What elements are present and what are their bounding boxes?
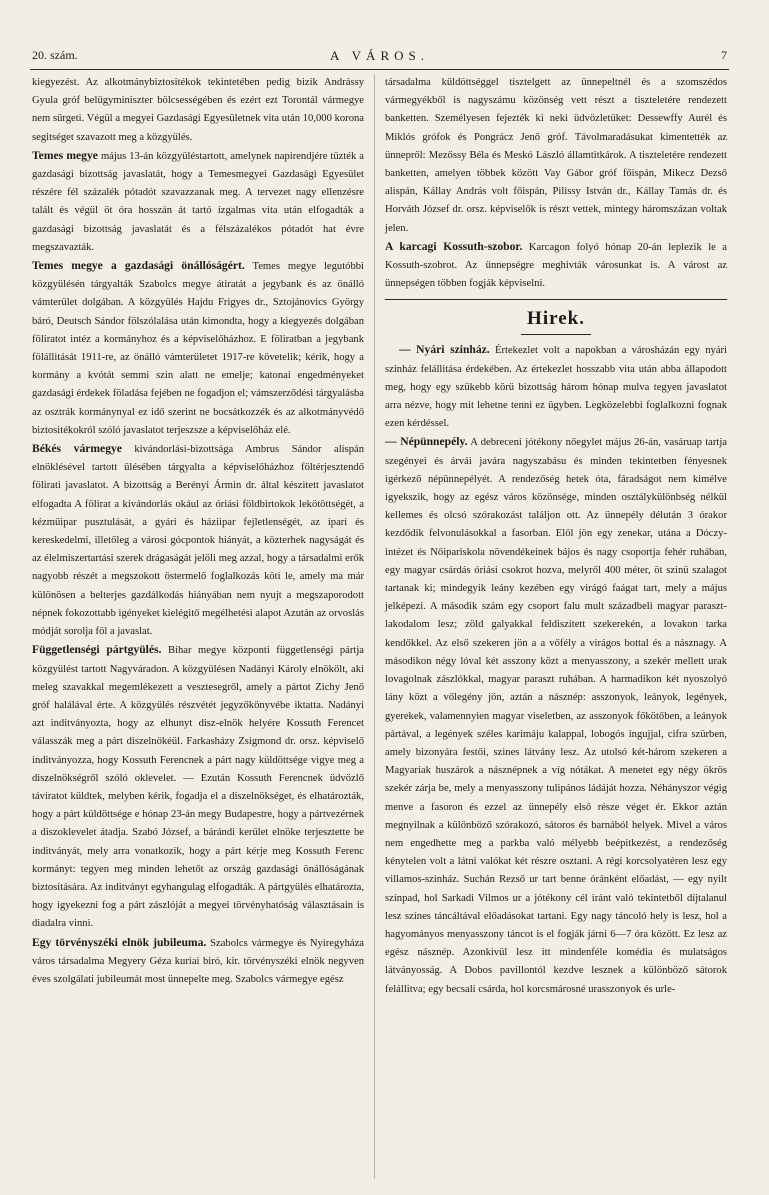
news-item: — Népünnepély. A debreceni jótékony nőegylet május 26-án, vasáruap tartja szegényei és árvái javára nagyszabásu és minden tekintetben fényesnek igérkező népünnepélyét. A rendezőség hetek óta, fáradságot nem kimélve igyekszik, hogy az egész város közönsége, minden osztálykülönbség nélkül kellemes és olcsó szórakozást találjon ott. Az ünnepély délután 3 órakor kezdődik felvonulásokkal a fasorban. Elöl jön egy zenekar, utána a Dóczy-intézet és Nőipariskola növendékeinek bájos és nagy csoportja fehér ruhában, egy magyar csárdás óriási csokrot hozva, melyről 400 méter, öt szinü szalagot tartanak ki; mindegyik leány kezében egy virágó faágat tart, mely a május jelképezi. A második szám egy csoport falu mult századbeli magyar paraszt-lakodalom lesz; zöld galyakkal feldiszitett szekerekén, a lovakon tarka kendőkkel. Az első szekeren jön a a vőfély a virágos bottal és a násznagy. A másodikon négy lóval két asszony közt a menyasszony, a szekér mellett urak lovagolnak zászlókkal, magyar paraszt ruhában. A harmadikon két nyoszolyó lány közt a vőlegény jön, aztán a násznép: asszonyok, leányok, legények, gyerekek, valamennyien magyar viseletben, az asszonyok főkötőben, a leányok pártával, a legények széles karimáju kalappal, lobogós ingujjal, cifra szürben, amely bizonyára festői, szines látvány lesz. Az utolsó két-három szekeren a Magyariak huszárok a násznépnek a víg nótákat. A menetet egy négy ökrös szekér zárja be, mely a menyasszony tulipános ládáját hozza. Néhányszor végig menve a fasoron és ezzel az ünnepély első része véget ér. Ekkor aztán megnyilnak a különböző szórakozó, sátoros és barnából helyek. Mivel a város nem engedhette meg a parkba való mélyebb beépitkezést, a rendezőség kénytelen volt a látni valókat két részre osztani. A régi korcsolyatéren lesz egy villamos-szinház. Suchán Rezső ur tart benne óránként előadást, — egy nyilt szinpad, hol Sarkadi Vilmos ur a jótékony cél iránt való tekintetből díjtalanul lesz színes táncáltával előadásokat tartani. Egy nagy táncoló hely is lesz, hol a hagyományos menyasszony táncot is el fogják járni 6—7 óra között. Ez lesz az egész násznép. Azonkivül lesz itt mindenféle komédia és mulatságos látványosság. A Dobos pavillontól kezdve lesznek a különböző sátorok felállitva; egy becsali csárda, hol korcsmárosné urasszonyok és urle- bbox=[385, 435, 728, 995]
article-lead: Temes megye bbox=[32, 148, 98, 162]
publication-title: A VÁROS. bbox=[329, 48, 429, 63]
news-lead: — Népünnepély. bbox=[385, 435, 468, 449]
issue-number: 20. szám. bbox=[32, 48, 78, 62]
right-column bbox=[385, 74, 727, 999]
article-lead: Temes megye a gazdasági önállóságért. bbox=[32, 259, 245, 273]
news-lead: — Nyári szinház. bbox=[399, 343, 490, 357]
article-paragraph: Függetlenségi pártgyülés. Bihar megye központi függetlenségi pártja közgyülést tartott Nagyváradon. A közgyülésen Nadányi Károly elnökölt, aki meleg szavakkal megemlékezett a vesztesegről, amely a pártot Zichy Jenő gróf halálával érte. A közgyülés részvétét jegyzőkönyvébe iktatta. Nadányi azt inditványozta, hogy az elhunyt disz-elnök helyére Kossuth Ferencet válasszák meg a párt diszelnökéül. Farkasházy Zsigmond dr. orsz. képviselő inditványozza, hogy Kossuth Ferencnek a párt nagy küldöttsége vigye meg a diszelnökségről szóló oklevelet. — Ezután Kossuth Ferencnek üdvözlő táviratot küldtek, melyben kérik, fogadja el a diszelnökséget, és elhatározták, hogy a párt küldöttsége e hónap 23-án megy Budapestre, hogy a pártvezérnek a diszoklevelet átadja. Szabó József, a bárándi kerület elnöke terjesztette be inditványát, mely arra vonatkozik, hogy a párt kérje meg Kossuth Ferenc kormányt: tegyen meg minden lehetőt az ország gazdasági önállóságának biztositására. Az inditványt egyhangulag elfogadták. A pártgyülés elhatározta, hogy igyekezni fog a párt zászlóját a megyei törvényhatóság választásain is diadalra vinni. bbox=[32, 643, 364, 930]
article-lead: Függetlenségi pártgyülés. bbox=[32, 643, 162, 657]
article-paragraph: A karcagi Kossuth-szobor. Karcagon folyó hónap 20-án leplezik le a Kossuth-szobrot. Az ünnepségre meghivták városunkat is. A várost az ünnepségen többen fogják képviselni. bbox=[385, 239, 727, 290]
article-paragraph: Békés vármegye kivándorlási-bizottsága Ambrus Sándor alispán elnöklésével tartott ülésében tárgyalta a képviselőházhoz föltérjesztendő fölirati javaslatot. A bizottság a Berényi Ármin dr. által készitett javaslatot elfogadta A fölirat a kivándorlás okául az óriási földbirtokok lekötöttségét, a kézműipar pusztulását, a gyári és háziipar fejletlenségét, az ipari és kereskedelmi, illetőleg a városi gócpontok hiányát, a közterhek nagyságát és az élelmiszertartási szerek drágaságát jelöli meg azzal, hogy a társadalmi erők nagyobb részét a megszokott östermelő foglalkozás köti le, amely ma már különösen a belterjes gazdálkodás hiányában nem nyujt a megszaporodott népnek fokozottabb igényeket kielégitő megélhetési alapot Azután az orvoslás módját sorolja föl a javaslat. bbox=[32, 442, 364, 638]
header-rule bbox=[30, 69, 729, 70]
article-paragraph: Temes megye május 13-án közgyüléstartott, amelynek napirendjére tüzték a gazdasági bizottság javaslatát, hogy a Temesmegyei Gazdasági Egyesület részére fél százalék pótadót szavazzanak meg. A tervezet nagy ellenzésre talált és végül öt óra hosszán át tartó izgalmas vita után elfogadták a gazdasági bizottság javaslatát és a félszázalékos pótadót hat évre megszavazták. bbox=[32, 148, 364, 253]
page-number: 7 bbox=[721, 48, 727, 62]
news-item: — Nyári szinház. Értekezlet volt a napokban a városházán egy nyári szinház felállitása érdekében. Az értekezlet hosszabb vita után abba állapodott meg, hogy egy szükebb körü bizottság három hónap mulva tegyen javaslatot arra nézve, hogy mit lehetne tenni ez ügyben. Legközelebbi foglalkozni fognak ezen kérdéssel. bbox=[385, 343, 728, 430]
article-lead: A karcagi Kossuth-szobor. bbox=[385, 239, 523, 253]
column-divider bbox=[374, 74, 375, 1179]
article-paragraph: Temes megye a gazdasági önállóságért. Temes megye legutóbbi közgyülésén tárgyalták Szabolcs megye átiratát a jegybank és az önálló vámterület dolgában. A közgyülés Hajdu Frigyes dr., Sztojánovics György báró, Deutsch Sándor fölszólalása után kimondta, hogy a kiegyezés dolgában föliratot intéz a kormányhoz és a képviselőházhoz. E föliratban a jegybank fölállitását 1911-re, az önálló vámterületet 1917-re követelik; kérik, hogy a kormány a kvótát semmi szin alatt ne emelje; katonai engedményeket gazdasági érdekek föladása fejében ne fogadjon el; vámszerződési tárgyalásba az osztrák kormánynyal ez idő szerint ne bocsátkozzék és az alkotmányvédő biztositékokról szóló javaslatot terjeszsze a képviselőház elé. bbox=[32, 259, 365, 436]
article-paragraph: társadalma küldöttséggel tisztelgett az ünnepeltnél és a szomszédos vármegyékből is nagyszámu közönség vett részt a tiszteletére rendezett banketten. Személyesen fejezték ki neki üdvözletüket: Dessewffy Aurél és Miklós grófok és Pongrácz Jenő gróf. Távolmaradásukat kimentették az ünnepről: Mezőssy Béla és Meskó László államtitkárok. A tiszteletére rendezett banketten, amelyen többek között Vay Gábor gróf főispán, Mikecz Dezső alispán, Kállay András volt főispán, Pilissy István dr., Kállay Tamás dr. és Horváth József dr. orsz. képviselők is részt vettek, mintegy háromszázan voltak jelen. bbox=[385, 77, 727, 234]
article-paragraph: kiegyezést. Az alkotmánybiztositékok tekintetében pedig bizik Andrássy Gyula gróf belügyminiszter bölcsességében és ezért ezt Torontál vármegye nem sürgeti. Végül a megyei Gazdasági Egyesületnek vita után 10,000 korona segitséget szavazott meg a közgyülés. bbox=[32, 77, 364, 143]
section-title: Hirek. bbox=[527, 308, 585, 330]
article-lead: Békés vármegye bbox=[32, 442, 122, 456]
section-rule-top bbox=[385, 299, 727, 300]
page-header bbox=[32, 48, 727, 66]
article-lead: Egy törvényszéki elnök jubileuma. bbox=[32, 935, 207, 949]
left-column bbox=[32, 74, 364, 989]
article-paragraph: Egy törvényszéki elnök jubileuma. Szabolcs vármegye és Nyiregyháza város társadalma Megyery Géza kuriai biró, kir. törvényszéki elnök negyven éves szolgálati jubileumát most ünnepelte meg. Szabolcs vármegye egész bbox=[32, 935, 364, 985]
section-title-underline bbox=[521, 334, 591, 335]
